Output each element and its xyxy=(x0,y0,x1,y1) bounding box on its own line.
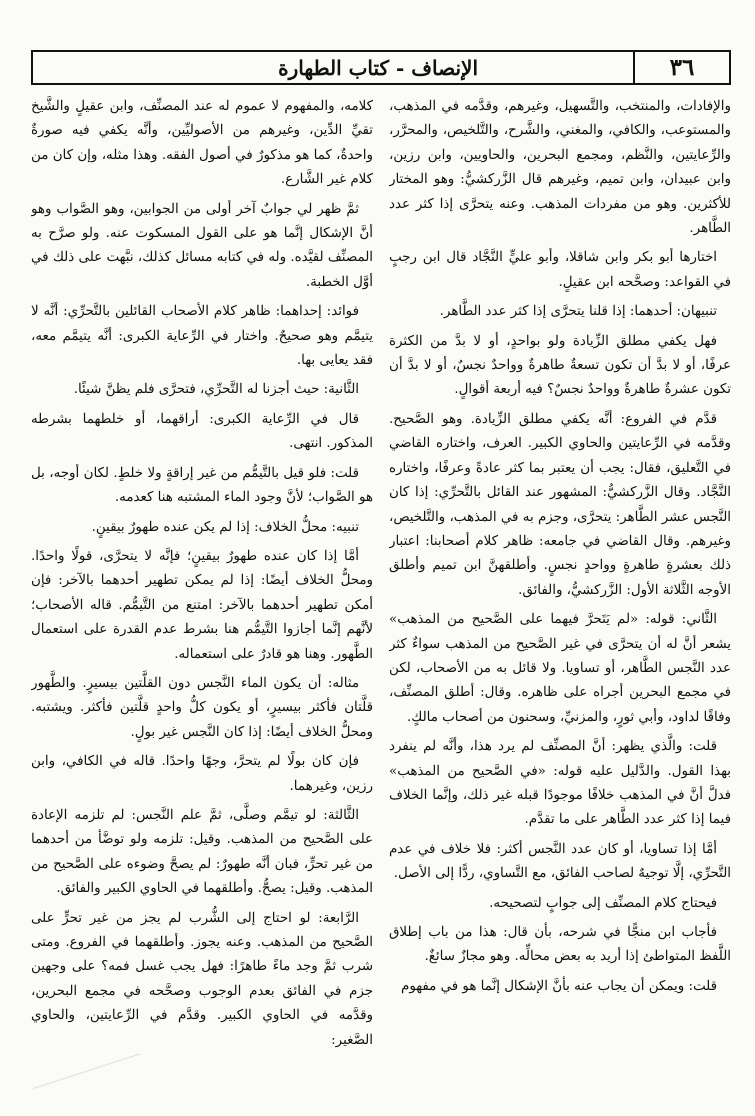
paragraph: فهل يكفي مطلق الزِّيادة ولو بواحدٍ، أو لا بدَّ من الكثرة عرفًا، أو لا بدَّ أن تكون تسعةٌ طاهرةٌ وواحدٌ نجسٌ، أو لا بدَّ أن تكون عشرةٌ طاهرةٌ وواحدٌ نجسٌ؟ فيه أربعة أقوالٍ. xyxy=(389,333,731,398)
paragraph: الرَّابعة: لو احتاج إلى الشُّرب لم يجز من غير تحرٍّ على الصَّحيح من المذهب. وعنه يجوز. وأطلقهما في الفروع. ومتى شرب ثمَّ وجد ماءً طاهرًا: فهل يجب غسل فمه؟ على وجهين جزم في الفائق بعدم الوجوب وصحَّحه في مجمع البحرين، وقدَّمه في الحاوي الكبير. وقدَّم في الرِّعايتين، والحاوي الصَّغير: xyxy=(31,910,373,1048)
paragraph: قلت: والَّذي يظهر: أنَّ المصنِّف لم يرد هذا، وأنَّه لم ينفرد بهذا القول. والدَّليل عليه قوله: «في الصَّحيح من المذهب» فدلَّ أنَّ في المذهب خلافًا موجودًا قبله غير ذلك، وإنَّما الخلاف فيما إذا كثر عدد الطَّاهر على ما تقدَّم. xyxy=(389,739,731,828)
paragraph: مثاله: أن يكون الماء النَّجس دون القلَّتين بيسيرٍ. والطَّهور قلَّتان فأكثر بيسيرٍ، أو يكون كلُّ واحدٍ قلَّتين فأكثر. ويشتبه. ومحلُّ الخلاف أيضًا: إذا كان النَّجس غير بولٍ. xyxy=(31,675,373,740)
paragraph: تنبيه: محلُّ الخلاف: إذا لم يكن عنده طهورٌ بيقينٍ. xyxy=(91,519,359,535)
paragraph: قلت: فلو قيل بالتَّيمُّم من غير إراقةٍ ولا خلطٍ. لكان أوجه، بل هو الصَّواب؛ لأنَّ وجود الماء المشتبه هنا كعدمه. xyxy=(31,465,373,506)
paragraph: ثمَّ ظهر لي جوابٌ آخر أولى من الجوابين، وهو الصَّواب وهو أنَّ الإشكال إنَّما هو على القول المسكوت عنه. ولو صرَّح به المصنِّف لقيَّده. وله في كتابه مسائل كذلك، نبَّهت على ذلك في أوَّل الخطبة. xyxy=(31,201,373,290)
paragraph: فأجاب ابن منجًّا في شرحه، بأن قال: هذا من باب إطلاق اللَّفظ المتواطئ إذا أريد به بعض محالِّه. وهو مجازٌ سائغٌ. xyxy=(389,925,731,965)
left-text-column xyxy=(31,95,373,1075)
paragraph: الثَّانية: حيث أجزنا له التَّحرِّي، فتحرَّى فلم يظنَّ شيئًا. xyxy=(73,382,359,398)
paragraph: كلامه، والمفهوم لا عموم له عند المصنِّف، وابن عقيلٍ والشَّيخ تقيِّ الدِّين، وغيرهم من الأصوليِّين، وأنَّه يكفي فيه صورةٌ واحدةٌ، كما هو مذكورٌ في أصول الفقه. وهذا مثله، وإن كان من كلام غير الشَّارع. xyxy=(31,99,373,188)
paragraph: فوائد: إحداهما: ظاهر كلام الأصحاب القائلين بالتَّحرِّي: أنَّه لا يتيمَّم وهو صحيحٌ. واختار في الرِّعاية الكبرى: أنَّه يتيمَّم معه، فقد يعايى بها. xyxy=(31,304,373,369)
paragraph: قدَّم في الفروع: أنَّه يكفي مطلق الزِّيادة. وهو الصَّحيح. وقدَّمه في الرِّعايتين والحاوي الكبير. العرف، واختاره القاضي في التَّعليق، فقال: يجب أن يعتبر بما كثر عادةً وعرفًا، واختاره النَّجَّاد. وقال الزَّركشيُّ: المشهور عند القائل بالتَّحرِّي: إذا كان النَّجس عشر الطَّاهر: يتحرَّى، وجزم به في المذهب، والتَّلخيص، وغيرهم. وقال القاضي في جامعه: ظاهر كلام أصحابنا: اعتبار ذلك بعشرةٍ طاهرةٍ وواحدٍ نجسٍ. وأطلقهنَّ ابن تميم وأطلق الأوجه الثَّلاثة الأول: الزَّركشيُّ، والفائق. xyxy=(389,411,731,598)
page-number: ٣٦ xyxy=(633,52,729,83)
paragraph: فيحتاج كلام المصنِّف إلى جوابٍ لتصحيحه. xyxy=(489,895,717,911)
paragraph: والإفادات، والمنتخب، والتَّسهيل، وغيرهم، وقدَّمه في المذهب، والمستوعب، والكافي، والمغني، والشَّرح، والتَّلخيص، والمحرَّر، والرِّعايتين، والنَّظم، ومجمع البحرين، والحاويين، وابن رزين، وابن عبيدان، وابن تميم، وغيرهم قال الزَّركشيُّ: وهو المختار للأكثرين. وهو من مفردات المذهب. وعنه يتحرَّى إذا كثر عدد الطَّاهر. xyxy=(389,99,731,237)
right-text-column xyxy=(389,95,731,1075)
two-column-text xyxy=(31,95,731,1075)
running-title: الإنصاف - كتاب الطهارة xyxy=(278,55,478,80)
paragraph: اختارها أبو بكر وابن شاقلا، وأبو عليٍّ النَّجَّاد قال ابن رجبٍ في القواعد: وصحَّحه ابن عقيلٍ. xyxy=(389,250,731,290)
paragraph: أمَّا إذا تساويا، أو كان عدد النَّجس أكثر: فلا خلاف في عدم التَّحرِّي، إلَّا توجيهٌ لصاحب الفائق، مع التَّساوي، ردًّا إلى الأصل. xyxy=(389,841,731,882)
page-header xyxy=(31,50,731,85)
paragraph: فإن كان بولًا لم يتحرَّ، وجهًا واحدًا. قاله في الكافي، وابن رزين، وغيرهما. xyxy=(31,754,373,794)
paragraph: الثَّالثة: لو تيمَّم وصلَّى، ثمَّ علم النَّجس: لم تلزمه الإعادة على الصَّحيح من المذهب. وقيل: تلزمه ولو توضَّأ من أحدهما من غير تحرٍّ، فبان أنَّه طهورٌ: لم يصحَّ وضوءه على الصَّحيح من المذهب. وقيل: يصحُّ. وأطلقهما في الحاوي الكبير والفائق. xyxy=(31,807,373,897)
paragraph: قلت: ويمكن أن يجاب عنه بأنَّ الإشكال إنَّما هو في مفهوم xyxy=(401,978,717,994)
paragraph: تنبيهان: أحدهما: إذا قلنا يتحرَّى إذا كثر عدد الطَّاهر. xyxy=(439,304,717,320)
paragraph: الثَّاني: قوله: «لم يَتَحرَّ فيهما على الصَّحيح من المذهب» يشعر أنَّ له أن يتحرَّى في غير الصَّحيح من المذهب سواءٌ كثر عدد النَّجس الطَّاهر، أو تساويا. ولا قائل به من الأصحاب، لكن في مجمع البحرين أجراه على ظاهره. وقال: أطلق المصنِّف، وفاقًا لداود، وأبي ثورٍ، والمزنيِّ، وسحنون من أصحاب مالكٍ. xyxy=(389,612,731,725)
paragraph: أمَّا إذا كان عنده طهورٌ بيقينٍ؛ فإنَّه لا يتحرَّى، قولًا واحدًا. ومحلُّ الخلاف أيضًا: إذا لم يمكن تطهير أحدهما بالآخر: فإن أمكن تطهير أحدهما بالآخر: امتنع من التَّيمُّم. قاله الأصحاب؛ لأنَّهم إنَّما أجازوا التَّيمُّم هنا بشرط عدم القدرة على استعمال الطَّهور. وهنا هو قادرٌ على استعماله. xyxy=(31,548,373,662)
paragraph: قال في الرِّعاية الكبرى: أراقهما، أو خلطهما بشرطه المذكور. انتهى. xyxy=(31,411,373,452)
